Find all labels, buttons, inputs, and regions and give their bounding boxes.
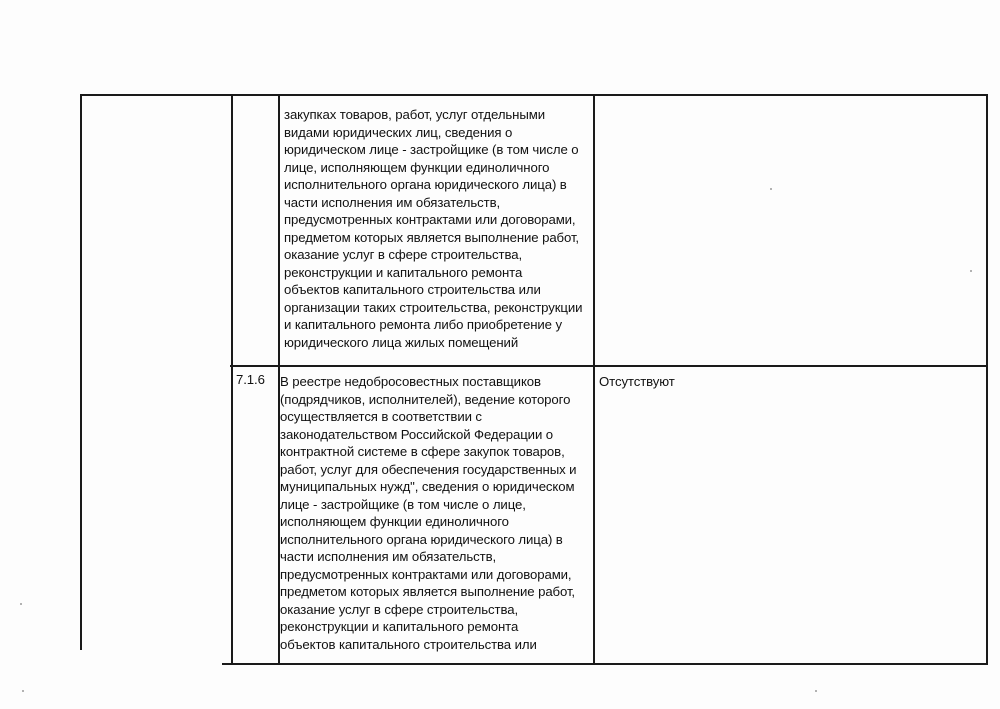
number-column-left-border xyxy=(231,94,233,664)
scan-speck xyxy=(22,690,24,692)
row1-description: закупках товаров, работ, услуг отдельными видами юридических лиц, сведения о юридическом лице - застройщике (в том числе о лице, исполняющем функции единоличного исполнительного органа юридического лица) в части исполнения им обязательств, предусмотренных контрактами или договорами, предметом которых является выполнение работ, оказание услуг в сфере строительства, реконструкции и капитального ремонта объектов капитального строительства или организации таких строительства, реконструкции и капитального ремонта либо приобретение у юридического лица жилых помещений xyxy=(284,107,583,350)
description-column-right-border xyxy=(593,94,595,664)
scan-speck xyxy=(20,603,22,605)
row-divider xyxy=(230,365,988,367)
table-top-border xyxy=(80,94,988,96)
table-right-border xyxy=(986,94,988,664)
table-left-border xyxy=(80,94,82,650)
scan-speck xyxy=(815,690,817,692)
row2-number: 7.1.6 xyxy=(236,372,265,387)
row2-description: В реестре недобросовестных поставщиков (подрядчиков, исполнителей), ведение которого осуществляется в соответствии с законодательством Российской Федерации о контрактной системе в сфере закупок товаров, работ, услуг для обеспечения государственных и муниципальных нужд", сведения о юридическом лице - застройщике (в том числе о лице, исполняющем функции единоличного исполнительного органа юридического лица) в части исполнения им обязательств, предусмотренных контрактами или договорами, предметом которых является выполнение работ, оказание услуг в сфере строительства, реконструкции и капитального ремонта объектов капитального строительства или xyxy=(280,374,577,652)
scan-speck xyxy=(970,270,972,272)
table-bottom-border xyxy=(222,663,988,665)
scan-speck xyxy=(770,188,772,190)
row2-value: Отсутствуют xyxy=(599,374,675,389)
